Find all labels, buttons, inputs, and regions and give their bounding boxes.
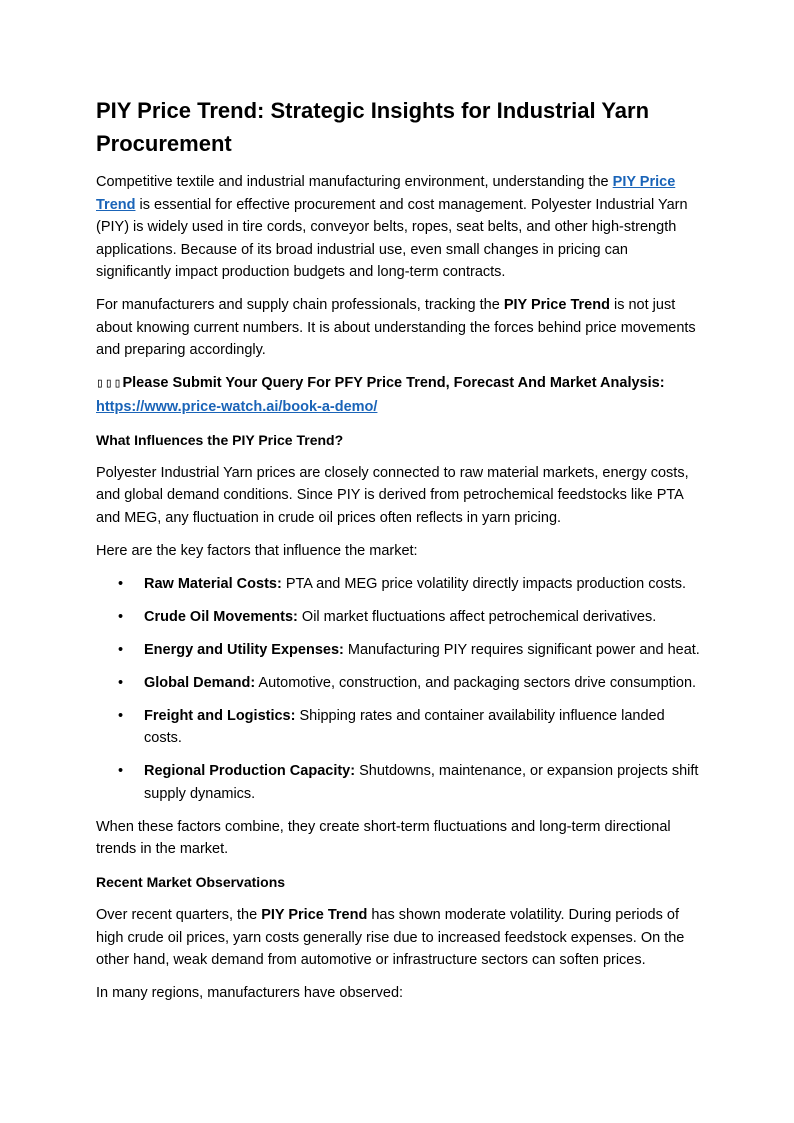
tracking-text-before: For manufacturers and supply chain professionals, tracking the [96, 297, 504, 313]
bullet-icon: • [118, 575, 124, 592]
observations-text-after: has shown moderate volatility. During periods of high crude oil prices, yarn costs generally rise due to increased feedstock expenses. On the other hand, weak demand from automotive or infrastructure sectors can soften prices. [96, 907, 685, 968]
tracking-text-after: is not just about knowing current numbers. It is about understanding the forces behind price movements and preparing accordingly. [96, 297, 696, 358]
intro-text-after: is essential for effective procurement and cost management. Polyester Industrial Yarn (PIY) is widely used in tire cords, conveyor belts, ropes, seat belts, and other high-strength applications. Because of its broad industrial use, even small changes in pricing can significantly impact production budgets and long-term contracts. [96, 196, 688, 280]
bullet-icon: • [118, 674, 124, 691]
factor-label: Crude Oil Movements: [144, 608, 298, 625]
query-paragraph [96, 372, 700, 418]
observations-text-before: Over recent quarters, the [96, 907, 262, 923]
list-item [96, 672, 700, 695]
piy-price-trend-link[interactable]: PIY Price Trend [96, 174, 676, 213]
factor-text: Oil market fluctuations affect petrochemical derivatives. [297, 608, 657, 625]
factors-conclusion: When these factors combine, they create short-term fluctuations and long-term directional trends in the market. [96, 818, 671, 857]
list-item [96, 639, 700, 662]
bullet-icon: • [118, 707, 124, 724]
query-text: Please Submit Your Query For PFY Price Trend, Forecast And Market Analysis: [122, 375, 665, 391]
observations-paragraph [96, 904, 700, 972]
observations-closing: In many regions, manufacturers have observed: [96, 985, 404, 1001]
intro-text-before: Competitive textile and industrial manufacturing environment, understanding the [96, 174, 613, 190]
page-title: PIY Price Trend: Strategic Insights for Industrial Yarn Procurement [96, 98, 650, 156]
factor-text: PTA and MEG price volatility directly impacts production costs. [281, 575, 687, 592]
list-item [96, 606, 700, 629]
missing-glyph-icons: ▯▯▯ [96, 376, 123, 391]
intro-paragraph [96, 171, 700, 284]
factor-text: Shutdowns, maintenance, or expansion projects shift supply dynamics. [144, 763, 699, 802]
bullet-icon: • [118, 641, 124, 658]
factor-label: Freight and Logistics: [144, 707, 296, 724]
section-heading-observations: Recent Market Observations [96, 874, 286, 890]
book-demo-link[interactable]: https://www.price-watch.ai/book-a-demo/ [96, 398, 378, 415]
list-item [96, 705, 700, 750]
factor-label: Energy and Utility Expenses: [144, 641, 344, 658]
factor-label: Raw Material Costs: [144, 575, 282, 592]
factor-label: Global Demand: [144, 674, 256, 691]
observations-bold-term: PIY Price Trend [261, 907, 368, 923]
document-page [96, 94, 700, 1015]
influences-paragraph: Polyester Industrial Yarn prices are closely connected to raw material markets, energy costs, and global demand conditions. Since PIY is derived from petrochemical feedstocks like PTA and MEG, any fluctuation in crude oil prices often reflects in yarn pricing. [96, 464, 689, 526]
bullet-icon: • [118, 608, 124, 625]
factors-list [96, 573, 700, 806]
tracking-bold-term: PIY Price Trend [503, 297, 610, 313]
factors-intro: Here are the key factors that influence the market: [96, 542, 418, 559]
tracking-paragraph [96, 294, 700, 362]
factor-text: Automotive, construction, and packaging sectors drive consumption. [255, 674, 697, 691]
list-item [96, 760, 700, 805]
factor-text: Manufacturing PIY requires significant power and heat. [343, 641, 700, 658]
list-item [96, 573, 700, 596]
factor-label: Regional Production Capacity: [144, 763, 356, 779]
bullet-icon: • [118, 763, 124, 779]
factor-text: Shipping rates and container availability influence landed costs. [144, 707, 665, 746]
section-heading-influences: What Influences the PIY Price Trend? [96, 431, 344, 448]
